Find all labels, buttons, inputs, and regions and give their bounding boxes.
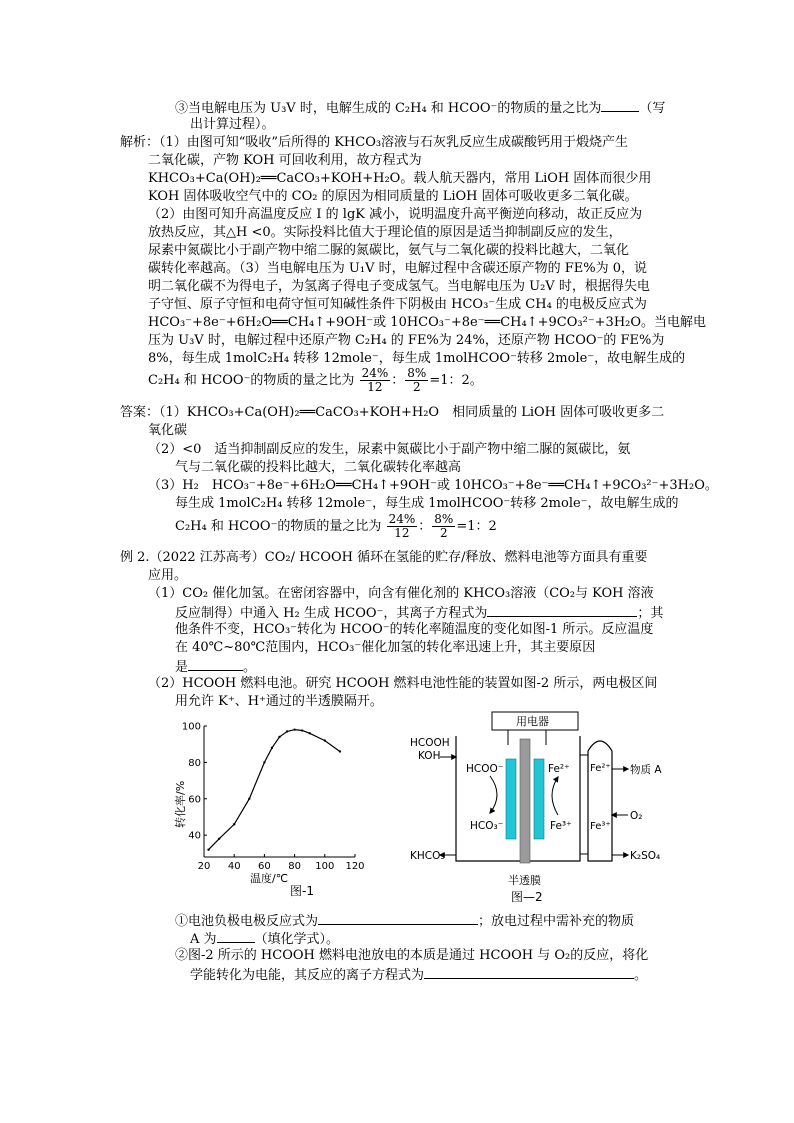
data-point — [218, 838, 220, 840]
conversion-curve — [209, 730, 340, 850]
example-line: 他条件不变，HCO₃⁻转化为 HCOO⁻的转化率随温度的变化如图-1 所示。反应温度 — [175, 622, 654, 637]
data-point — [248, 798, 250, 800]
question-3-line: ③当电解电压为 U₃V 时，电解生成的 C₂H₄ 和 HCOO⁻的物质的量之比为 （写 — [175, 98, 665, 118]
analysis-ratio-line: C₂H₄ 和 HCOO⁻的物质的量之比为 $\frac{24\%}{12}$ ： $\frac{8\%}{2}$ =1：2。 — [148, 366, 483, 394]
question-line: ②图-2 所示的 HCOOH 燃料电池放电的本质是通过 HCOOH 与 O₂的反应，将化 — [175, 948, 649, 963]
analysis-line: （2）由图可知升高温度反应 I 的 lgK 减小，说明温度升高平衡逆向移动，故正反应为 — [148, 207, 643, 222]
data-point — [324, 739, 326, 741]
hco3-ion-label: HCO₃⁻ — [470, 820, 504, 832]
answer-ratio-line: C₂H₄ 和 HCOO⁻的物质的量之比为 $\frac{24\%}{12}$ ： $\frac{8\%}{2}$ =1：2 — [175, 512, 497, 540]
koh-label: KOH — [418, 750, 441, 762]
example-line: 是 。 — [175, 657, 256, 677]
fe2-ion-label: Fe²⁺ — [548, 763, 570, 775]
analysis-line: 8%，每生成 1molC₂H₄ 转移 12mole⁻，每生成 1molHCOO⁻转移 2mole⁻，故电解生成的 — [148, 351, 686, 366]
answer-blank — [424, 965, 634, 979]
example-line: 用允许 K⁺、H⁺通过的半透膜隔开。 — [175, 694, 383, 709]
answer-blank — [217, 929, 255, 943]
data-point — [271, 747, 273, 749]
data-point — [263, 761, 265, 763]
fraction: $\frac{8\%}{2}$ — [407, 366, 427, 394]
figure-2-caption: 图—2 — [511, 890, 543, 904]
data-point — [286, 730, 288, 732]
fe3-ion-label: Fe³⁺ — [550, 820, 572, 832]
question-line: A 为 （填化学式）。 — [190, 929, 339, 949]
o2-label: O₂ — [630, 810, 643, 822]
data-point — [233, 823, 235, 825]
answer-blank — [487, 603, 637, 617]
fraction: $\frac{24\%}{12}$ — [361, 366, 389, 394]
analysis-line: 压为 U₃V 时，电解过程中还原产物 C₂H₄ 的 FE%为 24%，还原产物 HCOO⁻的 FE%为 — [148, 333, 665, 348]
data-point — [339, 750, 341, 752]
positive-electrode — [534, 759, 544, 839]
tube-fe2-label: Fe²⁺ — [590, 763, 611, 774]
x-axis-label: 温度/℃ — [250, 872, 289, 885]
k2so4-label: K₂SO₄ — [630, 850, 661, 862]
figure-1-caption: 图-1 — [290, 884, 314, 898]
x-tick-label: 80 — [288, 861, 301, 872]
reaction-arrow-right — [552, 777, 558, 815]
analysis-line: 二氧化碳，产物 KOH 可回收利用，故方程式为 — [148, 153, 422, 168]
example-line: 反应制得）中通入 H₂ 生成 HCOO⁻，其离子方程式为 ；其 — [175, 603, 663, 623]
reaction-arrow-left — [490, 776, 497, 813]
answer-line: 氧化碳 — [148, 423, 188, 438]
y-tick-label: 80 — [188, 757, 201, 769]
negative-electrode — [506, 759, 516, 839]
data-point — [309, 732, 311, 734]
khco3-label: KHCO₃ — [410, 850, 445, 862]
analysis-line: KHCO₃+Ca(OH)₂══CaCO₃+KOH+H₂O。载人航天器内，常用 LiOH 固体而很少用 — [148, 171, 652, 186]
answer-line: 每生成 1molC₂H₄ 转移 12mole⁻，每生成 1molHCOO⁻转移 2mole⁻，故电解生成的 — [175, 496, 679, 511]
y-axis-label: 转化率/% — [174, 780, 187, 828]
answer-blank — [601, 98, 639, 112]
conversion-rate-chart — [170, 714, 365, 900]
analysis-line: 尿素中氮碳比小于副产物中缩二脲的氮碳比，氨气与二氧化碳的投料比越大，二氧化 — [148, 243, 630, 258]
x-tick-label: 120 — [345, 861, 365, 872]
data-point — [207, 849, 209, 851]
answer-line: 气与二氧化碳的投料比越大，二氧化碳转化率越高 — [175, 460, 462, 475]
y-tick-label: 40 — [188, 830, 201, 842]
tube-fe3-label: Fe³⁺ — [590, 821, 611, 832]
question-3-line-2: 出计算过程）。 — [190, 117, 275, 132]
analysis-line: 解析：（1）由图可知“吸收”后所得的 KHCO₃溶液与石灰乳反应生成碳酸钙用于煅烧产生 — [120, 135, 629, 150]
connector-top — [580, 751, 588, 755]
answer-line: （2）<0 适当抑制副反应的发生，尿素中氮碳比小于副产物中缩二脲的氮碳比，氨 — [148, 442, 631, 457]
membrane-label: 半透膜 — [508, 874, 541, 887]
fraction: $\frac{24\%}{12}$ — [388, 512, 416, 540]
analysis-line: HCO₃⁻+8e⁻+6H₂O══CH₄↑+9OH⁻或 10HCO₃⁻+8e⁻══CH₄↑+9CO₃²⁻+3H₂O。当电解电 — [148, 315, 707, 330]
semipermeable-membrane — [520, 739, 530, 863]
x-tick-label: 60 — [258, 861, 271, 872]
y-tick-label: 100 — [181, 721, 201, 733]
fuel-cell-diagram — [408, 709, 708, 905]
question-line: ①电池负极电极反应式为 ；放电过程中需补充的物质 — [175, 911, 634, 931]
y-tick-label: 60 — [188, 794, 201, 806]
hcooh-label: HCOOH — [410, 737, 450, 749]
cell-container — [456, 736, 580, 861]
analysis-line: 放热反应，其△H <0。实际投料比值大于理论值的原因是适当抑制副反应的发生， — [148, 225, 622, 240]
example-line: （1）CO₂ 催化加氢。在密闭容器中，向含有催化剂的 KHCO₃溶液（CO₂与 KOH 溶液 — [148, 586, 654, 601]
x-tick-label: 40 — [227, 861, 241, 872]
answer-blank — [318, 911, 478, 925]
fraction: $\frac{8\%}{2}$ — [434, 512, 454, 540]
analysis-line: 碳转化率越高。（3）当电解电压为 U₁V 时，电解过程中含碳还原产物的 FE%为 0，说 — [148, 261, 647, 276]
answer-blank — [188, 657, 243, 671]
data-point — [278, 736, 280, 738]
data-point — [293, 728, 295, 730]
data-points — [207, 728, 341, 850]
x-tick-label: 100 — [315, 861, 335, 872]
answer-line: （3）H₂ HCO₃⁻+8e⁻+6H₂O══CH₄↑+9OH⁻或 10HCO₃⁻+8e⁻══CH₄↑+9CO₃²⁻+3H₂O。 — [148, 478, 718, 493]
analysis-line: 子守恒、原子守恒和电荷守恒可知碱性条件下阴极由 HCO₃⁻生成 CH₄ 的电极反应式为 — [148, 297, 647, 312]
example-line: 在 40℃~80℃范围内，HCO₃⁻催化加氢的转化率迅速上升，其主要原因 — [175, 640, 596, 655]
x-tick-label: 20 — [197, 861, 211, 872]
example-line: （2）HCOOH 燃料电池。研究 HCOOH 燃料电池性能的装置如图-2 所示，两电极区间 — [148, 676, 658, 691]
question-line: 学能转化为电能，其反应的离子方程式为 。 — [190, 965, 647, 985]
analysis-line: KOH 固体吸收空气中的 CO₂ 的原因为相同质量的 LiOH 固体可吸收更多二氧化碳。 — [148, 189, 638, 204]
substance-a-label: 物质 A — [630, 764, 662, 776]
regeneration-tube — [588, 741, 612, 861]
analysis-line: 明二氧化碳不为得电子，为氢离子得电子变成氢气。当电解电压为 U₂V 时，根据得失电 — [148, 279, 650, 294]
load-device-label: 用电器 — [516, 715, 549, 728]
example-line: 应用。 — [148, 568, 188, 583]
example-line: 例 2.（2022 江苏高考）CO₂/ HCOOH 循环在氢能的贮存/释放、燃料电池等方面具有重要 — [120, 550, 648, 565]
data-point — [301, 729, 303, 731]
answer-line: 答案：（1）KHCO₃+Ca(OH)₂══CaCO₃+KOH+H₂O 相同质量的 LiOH 固体可吸收更多二 — [120, 405, 665, 420]
hcoo-ion-label: HCOO⁻ — [466, 763, 504, 775]
